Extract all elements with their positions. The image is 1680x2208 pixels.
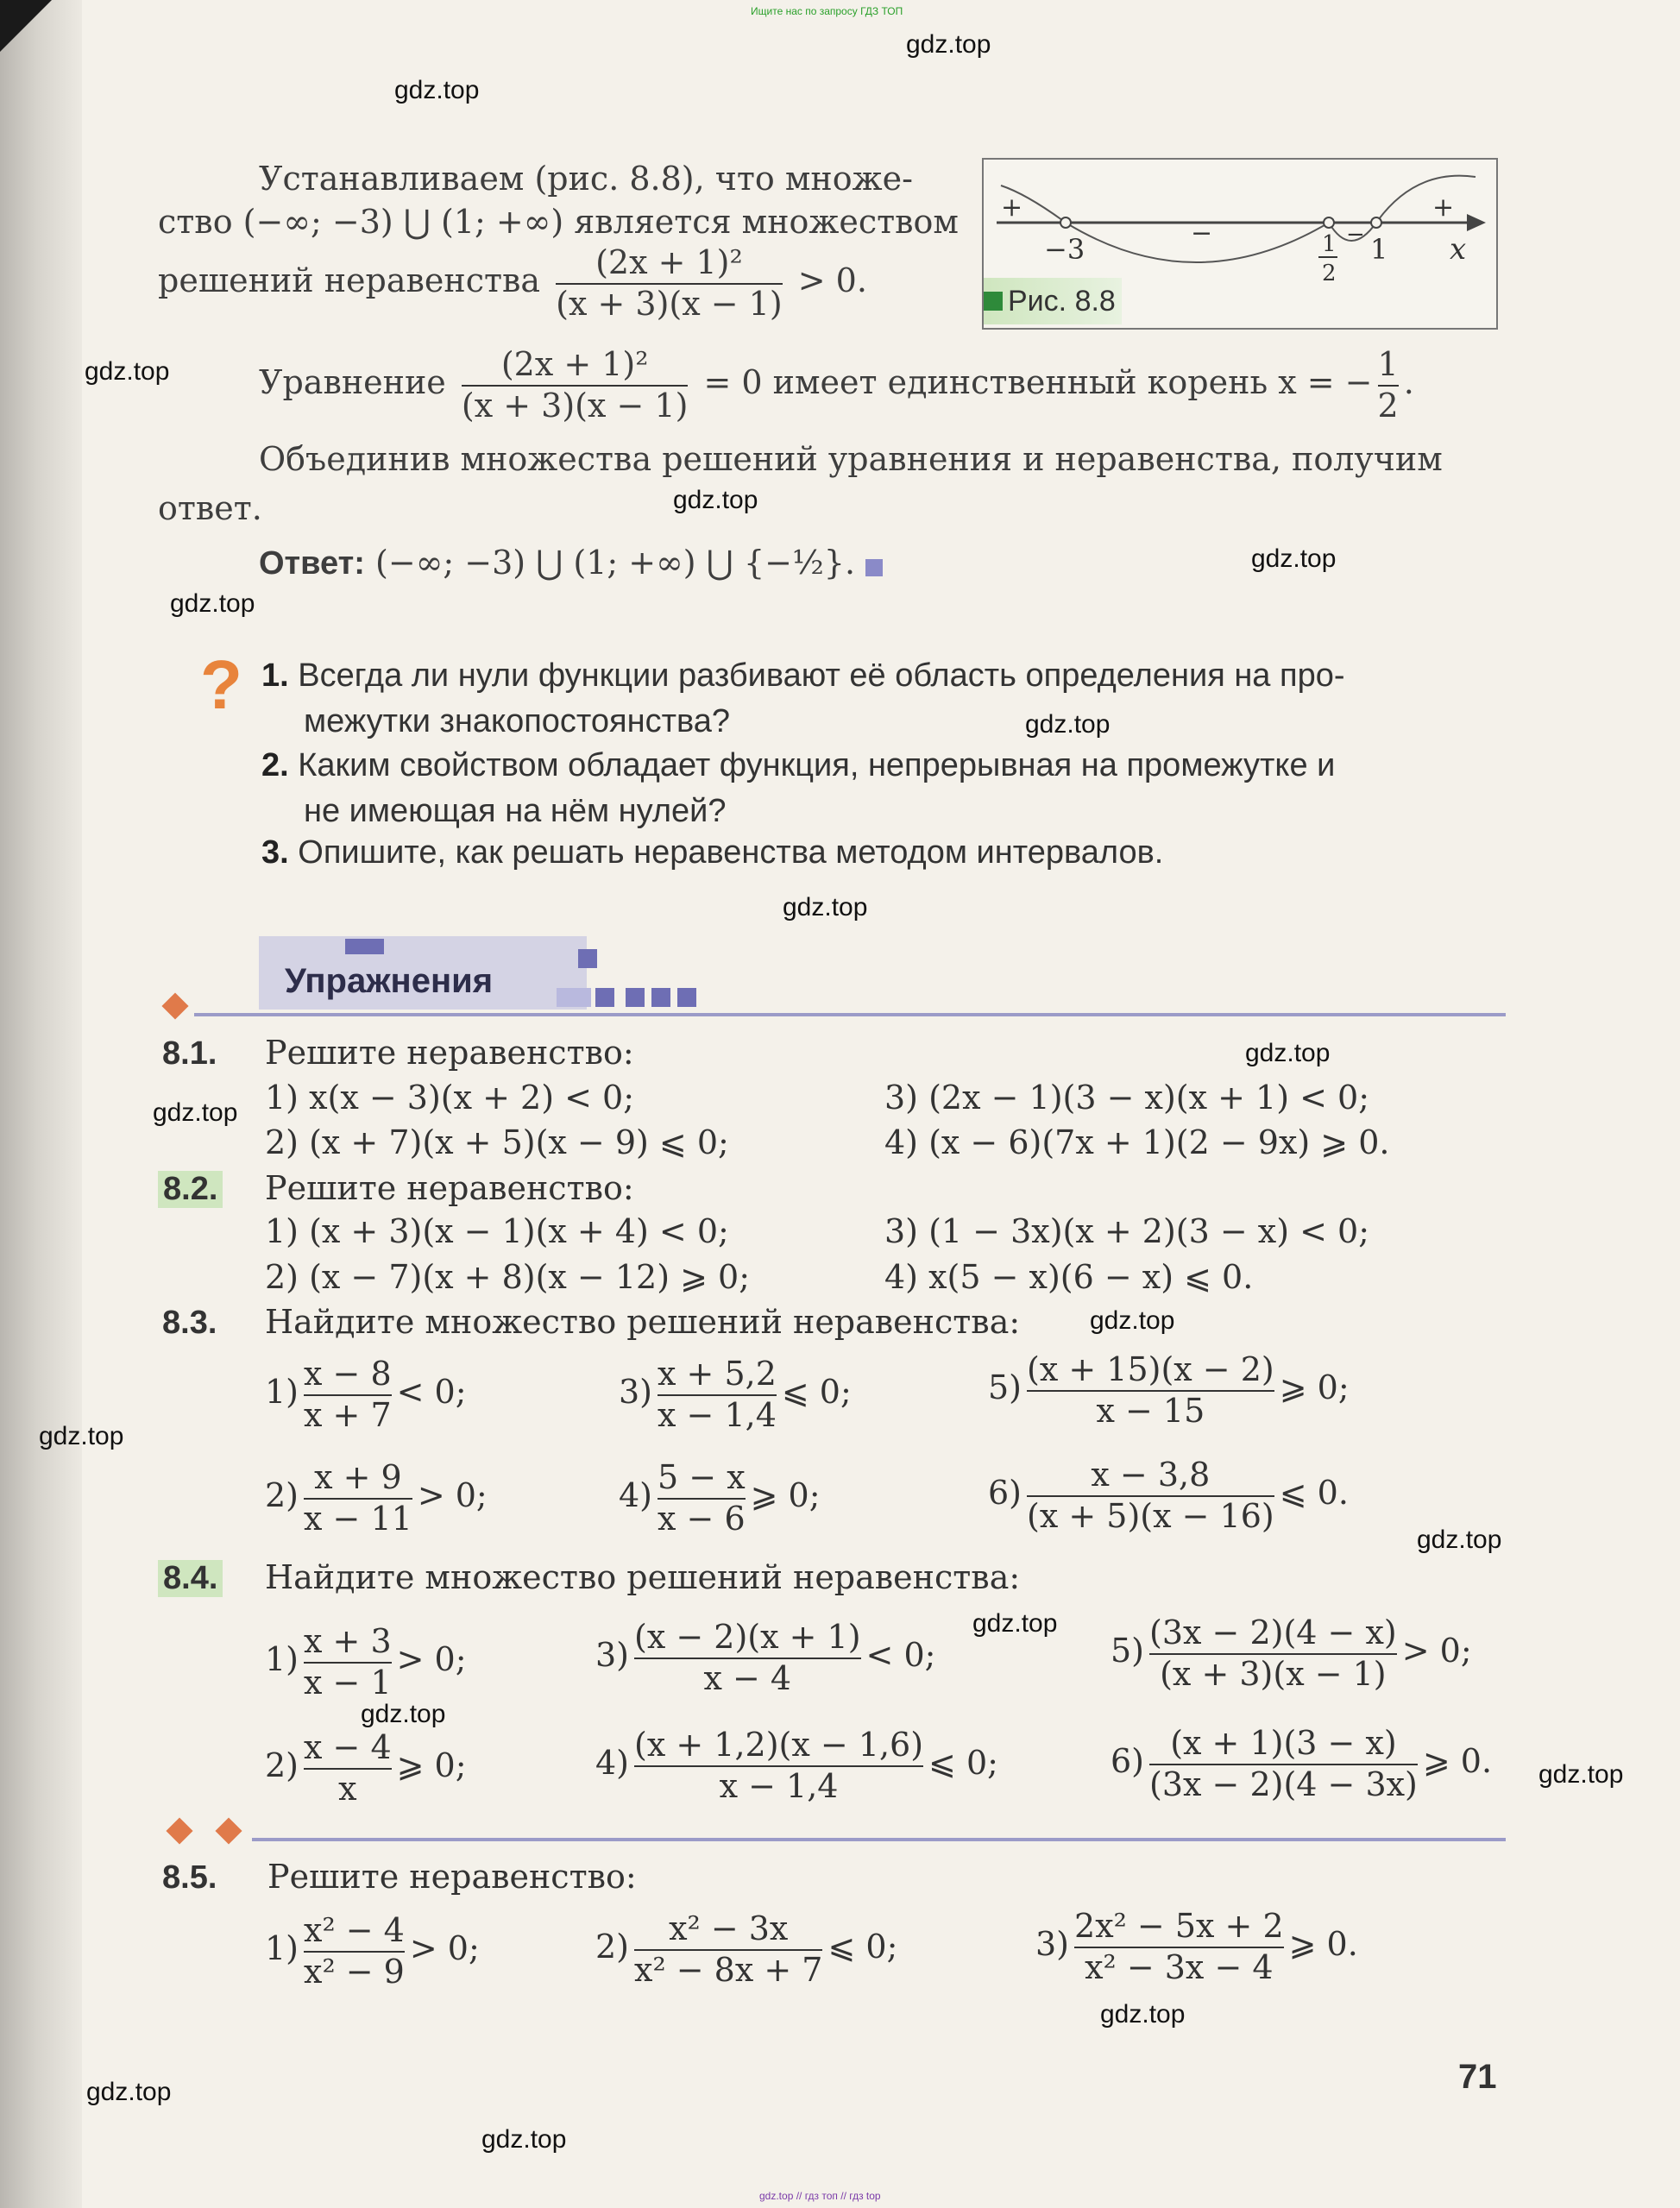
- intro-line: ство (−∞; −3) ⋃ (1; +∞) является множеством: [158, 203, 959, 241]
- decor-block: [651, 988, 670, 1007]
- exercise-item: 3) (2x − 1)(3 − x)(x + 1) < 0;: [884, 1079, 1370, 1117]
- exercise-number: 8.3.: [162, 1305, 217, 1341]
- fraction: $\frac{1}{2}$: [1377, 345, 1399, 425]
- page-corner: [0, 0, 52, 52]
- intro-inequality: решений неравенства $\frac{\text{(2x + 1)²}}{(x + 3)(x - 1)}$ > 0.: [158, 243, 867, 323]
- exercise-item: 1) $\frac{x - 8}{x + 7}$ < 0;: [265, 1355, 467, 1434]
- fraction: $\frac{\text{(2x + 1)²}}{(x + 3)(x - 1)}$: [461, 345, 689, 425]
- section-title: Упражнения: [285, 962, 494, 1000]
- exercise-item: 4) x(5 − x)(6 − x) ⩽ 0.: [884, 1258, 1254, 1296]
- exercise-item: 5) $\frac{(3x - 2)(4 - x)}{(x + 3)(x - 1)}$ > 0;: [1111, 1614, 1472, 1693]
- difficulty-diamond-icon: [166, 1817, 192, 1844]
- question-icon: ?: [200, 646, 242, 723]
- question-item-cont: не имеющая на нём нулей?: [304, 793, 727, 829]
- watermark: gdz.top: [86, 2078, 172, 2106]
- watermark: gdz.top: [153, 1098, 238, 1127]
- decor-block: [677, 988, 696, 1007]
- exercise-title: Решите неравенство:: [265, 1034, 634, 1072]
- exercise-item: 1) $\frac{\text{x² − 4}}{\text{x² − 9}}$ > 0;: [265, 1911, 480, 1991]
- watermark: gdz.top: [1090, 1306, 1175, 1335]
- end-of-proof-mark: [865, 559, 883, 576]
- fraction: $\frac{\text{(2x + 1)²}}{(x + 3)(x - 1)}$: [556, 243, 783, 323]
- difficulty-diamond-icon: [161, 992, 188, 1019]
- footer-note: gdz.top // гдз топ // гдз top: [759, 2190, 881, 2202]
- watermark: gdz.top: [783, 893, 868, 922]
- watermark: gdz.top: [361, 1700, 446, 1728]
- decor-block: [595, 988, 614, 1007]
- watermark: gdz.top: [39, 1422, 124, 1450]
- exercise-item: 4) $\frac{5 - x}{x - 6}$ ⩾ 0;: [619, 1458, 821, 1538]
- page-gutter-shadow: [0, 0, 82, 2208]
- watermark: gdz.top: [1025, 710, 1111, 739]
- watermark: gdz.top: [1538, 1760, 1624, 1789]
- header-note: Ищите нас по запросу ГДЗ ТОП: [751, 5, 903, 17]
- watermark: gdz.top: [906, 30, 991, 59]
- exercise-number: 8.1.: [162, 1035, 217, 1072]
- watermark: gdz.top: [673, 486, 758, 514]
- answer-line: Ответ: (−∞; −3) ⋃ (1; +∞) ⋃ {−½}.: [259, 544, 856, 582]
- point-label: 1: [1370, 233, 1388, 266]
- exercise-item: 2) (x − 7)(x + 8)(x − 12) ⩾ 0;: [265, 1258, 751, 1296]
- axis-label: x: [1450, 232, 1467, 267]
- caption-marker: [984, 292, 1003, 311]
- watermark: gdz.top: [394, 76, 480, 104]
- exercise-title: Найдите множество решений неравенства:: [265, 1303, 1021, 1341]
- decor-block: [557, 988, 591, 1007]
- exercise-item: 3) $\frac{x + 5,2}{x - 1,4}$ ⩽ 0;: [619, 1355, 852, 1434]
- exercise-item: 6) $\frac{(x + 1)(3 - x)}{(3x - 2)(4 - 3x)}$ ⩾ 0.: [1111, 1724, 1493, 1803]
- sign-label: +: [1432, 192, 1455, 223]
- exercise-item: 2) $\frac{x - 4}{x}$ ⩾ 0;: [265, 1728, 467, 1808]
- exercise-item: 2) $\frac{x + 9}{x - 11}$ > 0;: [265, 1458, 488, 1538]
- watermark: gdz.top: [972, 1609, 1058, 1638]
- exercise-title: Найдите множество решений неравенства:: [265, 1558, 1021, 1596]
- page-number: 71: [1458, 2058, 1497, 2096]
- exercise-item: 3) (1 − 3x)(x + 2)(3 − x) < 0;: [884, 1212, 1370, 1250]
- exercise-item: 5) $\frac{(x + 15)(x - 2)}{x - 15}$ ⩾ 0;: [988, 1350, 1350, 1430]
- combine-line: ответ.: [158, 489, 262, 527]
- exercise-item: 3) $\frac{(x - 2)(x + 1)}{x - 4}$ < 0;: [595, 1618, 936, 1697]
- sign-label: +: [1001, 192, 1023, 223]
- intro-line: Устанавливаем (рис. 8.8), что множе-: [259, 160, 913, 198]
- question-item: 1. Всегда ли нули функции разбивают её область определения на про-: [261, 657, 1345, 694]
- sign-label: −: [1191, 218, 1213, 248]
- exercise-item: 6) $\frac{x - 3,8}{(x + 5)(x - 16)}$ ⩽ 0.: [988, 1456, 1349, 1535]
- question-item: 2. Каким свойством обладает функция, непрерывная на промежутке и: [261, 747, 1336, 783]
- watermark: gdz.top: [1417, 1525, 1502, 1554]
- watermark: gdz.top: [1100, 2000, 1186, 2029]
- watermark: gdz.top: [85, 357, 170, 386]
- exercise-item: 4) (x − 6)(7x + 1)(2 − 9x) ⩾ 0.: [884, 1123, 1390, 1161]
- exercise-item: 3) $\frac{\text{2x² − 5x + 2}}{\text{x² − 3x − 4}}$ ⩾ 0.: [1035, 1907, 1358, 1986]
- exercise-title: Решите неравенство:: [265, 1169, 634, 1207]
- exercise-item: 1) x(x − 3)(x + 2) < 0;: [265, 1079, 635, 1117]
- difficulty-diamond-icon: [215, 1817, 242, 1844]
- exercise-number: 8.5.: [162, 1859, 217, 1896]
- exercise-number: 8.4.: [158, 1560, 223, 1597]
- svg-text:1: 1: [1322, 231, 1337, 257]
- figure-caption: Рис. 8.8: [1008, 285, 1116, 318]
- watermark: gdz.top: [481, 2125, 567, 2154]
- exercise-number: 8.2.: [158, 1171, 223, 1208]
- point-label: −3: [1044, 233, 1085, 266]
- exercise-title: Решите неравенство:: [267, 1858, 637, 1896]
- sign-label: −: [1346, 222, 1365, 248]
- watermark: gdz.top: [1245, 1039, 1331, 1067]
- exercise-item: 4) $\frac{(x + 1,2)(x - 1,6)}{x - 1,4}$ ⩽ 0;: [595, 1726, 998, 1805]
- combine-line: Объединив множества решений уравнения и неравенства, получим: [259, 440, 1443, 478]
- watermark: gdz.top: [1251, 544, 1337, 573]
- watermark: gdz.top: [170, 589, 255, 618]
- equation-line: Уравнение $\frac{\text{(2x + 1)²}}{(x + 3)(x - 1)}$ = 0 имеет единственный корень x = − $\frac{1}{2}$ .: [259, 345, 1414, 425]
- section-rule: [194, 1013, 1506, 1016]
- exercise-item: 2) (x + 7)(x + 5)(x − 9) ⩽ 0;: [265, 1123, 729, 1161]
- question-item-cont: межутки знакопостоянства?: [304, 703, 731, 739]
- decor-block: [345, 939, 384, 954]
- exercise-item: 1) $\frac{x + 3}{x - 1}$ > 0;: [265, 1622, 467, 1702]
- exercise-item: 1) (x + 3)(x − 1)(x + 4) < 0;: [265, 1212, 729, 1250]
- decor-block: [578, 949, 597, 968]
- svg-text:2: 2: [1322, 261, 1337, 286]
- section-rule: [252, 1838, 1506, 1841]
- decor-block: [626, 988, 645, 1007]
- exercise-item: 2) $\frac{\text{x² − 3x}}{\text{x² − 8x + 7}}$ ⩽ 0;: [595, 1909, 898, 1989]
- question-item: 3. Опишите, как решать неравенства методом интервалов.: [261, 834, 1164, 871]
